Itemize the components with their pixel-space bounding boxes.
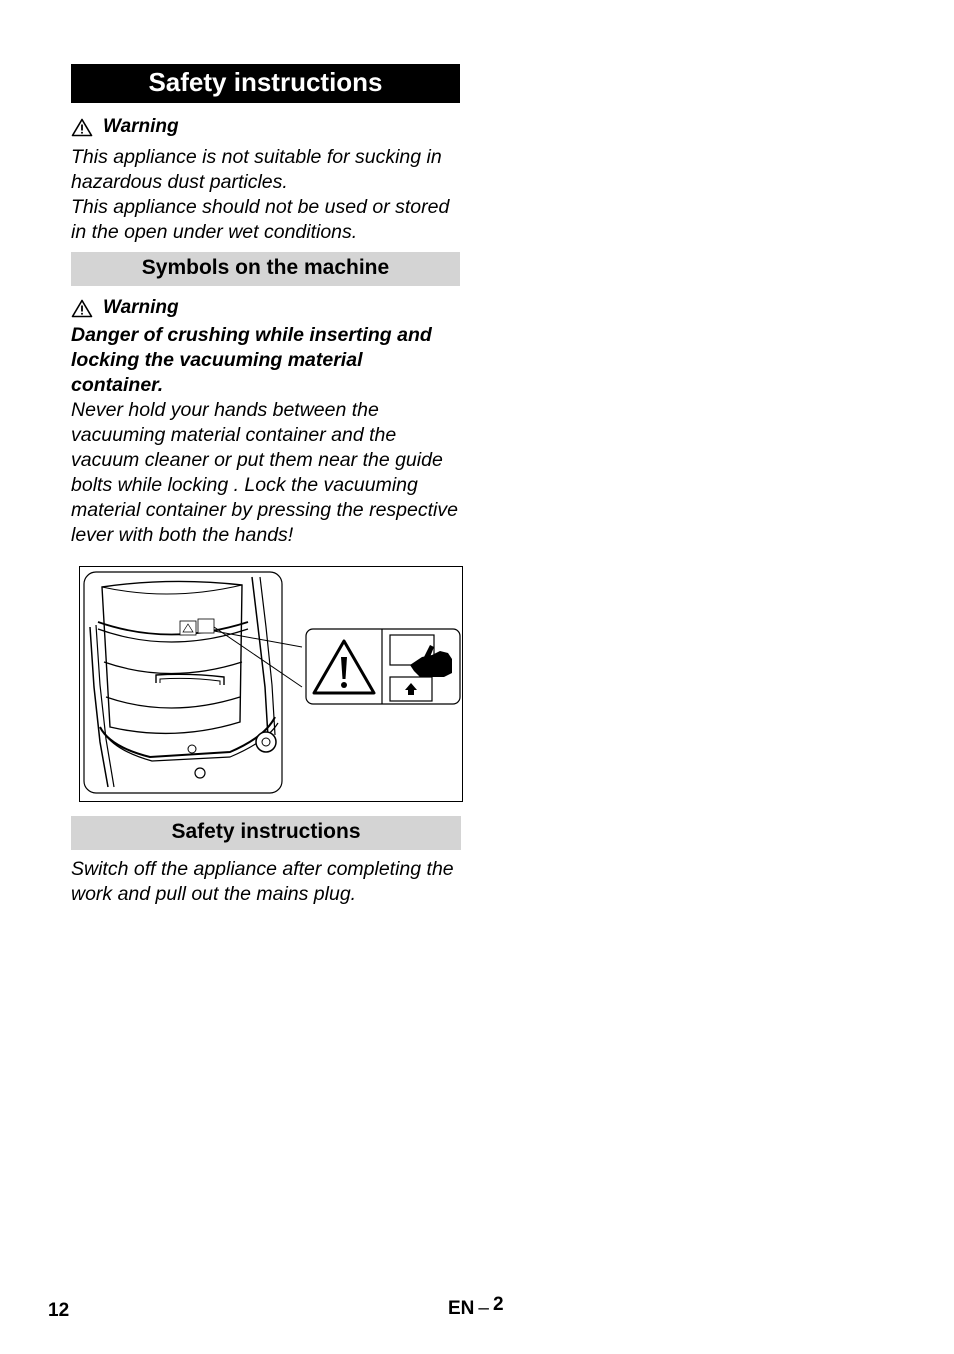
language-marker (448, 1294, 504, 1320)
warning-heading (71, 296, 460, 320)
section-title-safety: Safety instructions (71, 64, 460, 103)
vacuum-cleaner-illustration (80, 567, 462, 801)
sub-page-number: 2 (492, 1294, 504, 1315)
section-title-safety-2: Safety instructions (71, 816, 461, 850)
safety-paragraph-1: This appliance is not suitable for sucking in hazardous dust particles. (71, 146, 442, 193)
page-number: 12 (48, 1300, 70, 1321)
section-3 (71, 816, 461, 907)
warning-triangle-icon (71, 118, 93, 137)
crushing-danger-text: Danger of crushing while inserting and locking the vacuuming material container. (71, 324, 432, 396)
switch-off-paragraph: Switch off the appliance after completing the work and pull out the mains plug. (71, 858, 454, 905)
warning-triangle-icon (71, 299, 93, 318)
warning-heading (71, 115, 460, 139)
machine-symbol-figure (79, 566, 463, 802)
language-code: EN (448, 1298, 475, 1319)
warning-label: Warning (103, 116, 179, 137)
content-column (71, 64, 460, 548)
section-title-symbols: Symbols on the machine (71, 252, 460, 286)
hands-instruction-text: Never hold your hands between the vacuuming material container and the vacuum cleaner or put them near the guide bolts while locking . Lock the vacuuming material container by pressing the respective lever with both the hands! (71, 399, 458, 546)
safety-paragraph-2: This appliance should not be used or stored in the open under wet conditions. (71, 196, 450, 243)
separator: – (478, 1298, 489, 1319)
warning-label: Warning (103, 297, 179, 318)
